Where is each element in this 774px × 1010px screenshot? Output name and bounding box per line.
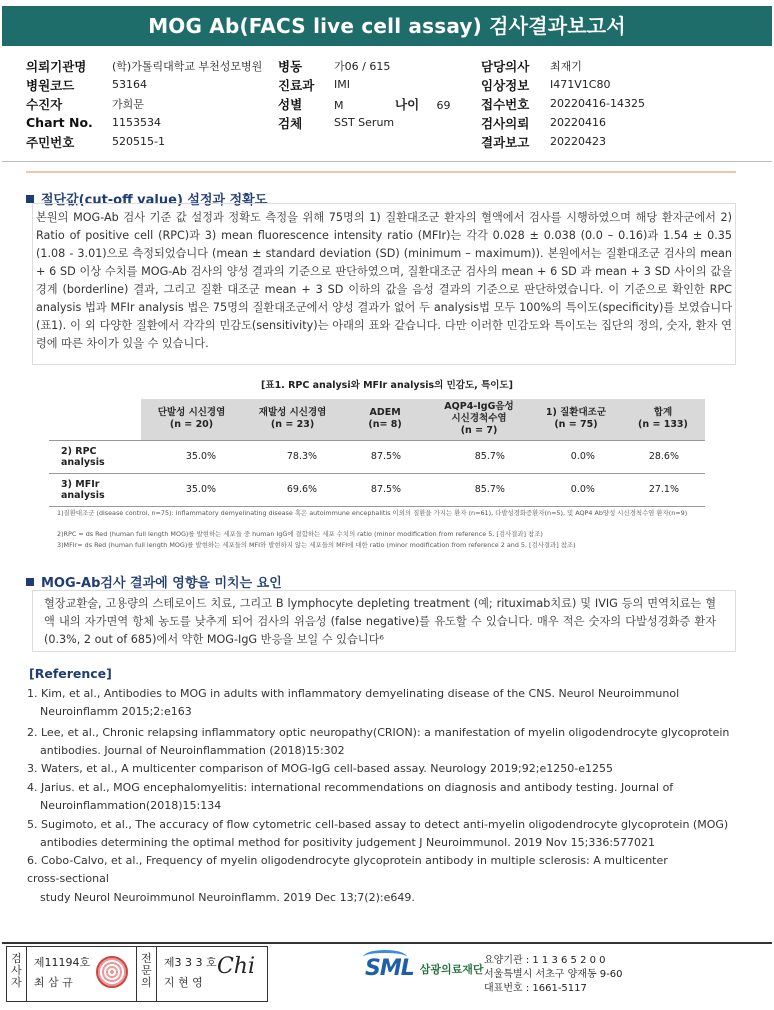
patient-info xyxy=(26,56,746,151)
sex-value: M xyxy=(334,98,344,112)
table-cell: 35.0% xyxy=(141,440,242,473)
age-label: 나이 xyxy=(395,96,420,112)
table-header: 1) 질환대조군 (n = 75) xyxy=(531,399,621,440)
table-cell: 35.0% xyxy=(141,473,242,506)
reference-line: 5. Sugimoto, et al., The accuracy of flow cytometric cell-based assay to detect anti-myelin oligodendrocyte glycoprotein (MOG) xyxy=(27,818,729,831)
section-heading xyxy=(26,572,282,591)
signature-icon: Chi xyxy=(216,954,255,979)
table-cell: 87.5% xyxy=(343,440,427,473)
table-footnote: 1)질환대조군 (disease control, n=75): inflammatory demyelinating disease 혹은 autoimmune encephalitis 이외의 질환을 가지는 환자 (n=61), 다발성경화증환자(n=5), 및 AQP4 Ab양성 시신경척수염 환자(n=9) xyxy=(57,509,688,517)
info-label: 병동 xyxy=(278,58,303,74)
info-row xyxy=(26,113,746,132)
info-value: 520515-1 xyxy=(112,135,165,148)
reference-line: 3. Waters, et al., A multicenter comparison of MOG-IgG cell-based assay. Neurology 2019;92;e1250-e1255 xyxy=(27,762,613,775)
seal-icon xyxy=(96,956,128,988)
table-cell: 78.3% xyxy=(242,440,343,473)
info-value: 가희문 xyxy=(112,97,144,111)
company-logo xyxy=(365,956,484,981)
institution-phone: 대표번호 : 1661-5117 xyxy=(484,983,587,994)
institution-address: 서울특별시 서초구 양재동 9-60 xyxy=(484,969,623,980)
signer-cell xyxy=(157,947,267,1001)
reference-line: cross-sectional xyxy=(27,872,109,885)
bullet-square-icon xyxy=(26,195,34,203)
info-label: 검사의뢰 xyxy=(481,115,530,131)
bullet-square-icon xyxy=(26,578,34,586)
section-paragraph: 본원의 MOG-Ab 검사 기준 값 설정과 정확도 측정을 위해 75명의 1) 질환대조군 환자의 혈액에서 검사를 시행하였으며 해당 환자군에서 2) Ratio of positive cell (RPC)과 3) mean fluorescence intensity ratio (MFIr)는 각각 0.028 ± 0.038 (0.0 – 0.16)과 1.54 ± 0.35 (1.08 - 3.01)으로 측정되었습니다 (mean ± standard deviation (SD) (minimum – maximum)). 본원에서는 질환대조군 검사의 mean + 6 SD 이상 수치를 MOG-Ab 검사의 양성 결과의 기준으로 판단하였으며, 질환대조군 검사의 mean + 6 SD 과 mean + 3 SD 사이의 값을 경계 (borderline) 결과, 그리고 질환 대조군 mean + 3 SD 이하의 값을 음성 결과의 기준으로 판단하였습니다. 이 기준으로 확인한 RPC analysis 법과 MFIr analysis 법은 75명의 질환대조군에서 양성 결과가 없어 두 analysis법 모두 100%의 특이도(specificity)를 보였습니다 (표1). 이 외 다양한 질환에서 각각의 민감도(sensitivity)는 아래의 표와 같습니다. 다만 이러한 민감도와 특이도는 집단의 정의, 숫자, 환자 연령에 따른 차이가 있을 수 있습니다. xyxy=(36,211,732,350)
info-value: 20220423 xyxy=(550,135,606,148)
table-row xyxy=(49,473,705,506)
sml-logo-icon: SML xyxy=(365,956,414,981)
reference-line: Neuroinflammation(2018)15:134 xyxy=(40,799,222,812)
signer-license: 제3 3 3 호 xyxy=(163,956,217,969)
reference-line: 6. Cobo-Calvo, et al., Frequency of myelin oligodendrocyte glycoprotein antibody in multiple sclerosis: A multicenter xyxy=(27,854,668,867)
info-value: 가06 / 615 xyxy=(334,59,391,73)
info-value: 20220416 xyxy=(550,116,606,129)
reference-line: antibodies. Journal of Neuroinflammation (2018)15:302 xyxy=(40,744,345,757)
info-row xyxy=(26,56,746,75)
table-cell: 27.1% xyxy=(621,473,705,506)
table-header: 재발성 시신경염 (n = 23) xyxy=(242,399,343,440)
table-header: 단발성 시신경염 (n = 20) xyxy=(141,399,242,440)
signer-name: 최 삼 규 xyxy=(33,976,73,989)
table-cell: 69.6% xyxy=(242,473,343,506)
table-footnote: 3)MFIr= ds Red (human full length MOG)를 발현하는 세포들의 MFI와 발현하지 않는 세포들의 MFI에 대한 ratio (minor modification from reference 2 and 5, [검사결과] 참조) xyxy=(57,541,576,549)
info-value: SST Serum xyxy=(334,116,395,129)
signature-box xyxy=(6,946,268,1002)
info-row xyxy=(26,75,746,94)
info-row xyxy=(26,132,746,151)
table-cell: 0.0% xyxy=(531,473,621,506)
section-heading-text: 절단값(cut-off value) 설정과 정확도 xyxy=(41,193,268,208)
info-value: 1153534 xyxy=(112,116,161,129)
table-header-blank xyxy=(49,399,141,440)
reference-line: antibodies determining the optimal method for positivity judgement J Neuroimmunol. 2019 Nov 15;336:577021 xyxy=(40,836,656,849)
divider xyxy=(26,171,736,173)
info-label: 주민번호 xyxy=(26,134,75,150)
table-cell: 28.6% xyxy=(621,440,705,473)
company-name: 삼광의료재단 xyxy=(419,962,484,976)
reference-line: 1. Kim, et al., Antibodies to MOG in adults with inflammatory demyelinating disease of the CNS. Neurol Neuroimmunol xyxy=(27,687,680,700)
institution-info xyxy=(484,954,623,996)
sensitivity-table xyxy=(49,399,705,507)
info-row xyxy=(26,94,746,113)
info-label: 결과보고 xyxy=(481,134,530,150)
info-label: 병원코드 xyxy=(26,77,75,93)
table-caption: [표1. RPC analysi와 MFIr analysis의 민감도, 특이도] xyxy=(261,380,513,391)
table-cell: 85.7% xyxy=(427,440,531,473)
reference-heading: [Reference] xyxy=(29,666,112,681)
table-cell: 85.7% xyxy=(427,473,531,506)
table-cell: 87.5% xyxy=(343,473,427,506)
row-label: 2) RPC analysis xyxy=(49,440,141,473)
divider xyxy=(2,161,772,162)
table-header: AQP4-IgG음성 시신경척수염 (n = 7) xyxy=(427,399,531,440)
signer-name: 지 현 영 xyxy=(163,976,203,989)
info-value: (학)가톨릭대학교 부천성모병원 xyxy=(112,59,263,73)
table-header: ADEM (n= 8) xyxy=(343,399,427,440)
info-value: IMI xyxy=(334,78,350,91)
row-label: 3) MFIr analysis xyxy=(49,473,141,506)
report-title: MOG Ab(FACS live cell assay) 검사결과보고서 xyxy=(2,6,772,46)
institution-code: 요양기관 : 1 1 3 6 5 2 0 0 xyxy=(484,955,606,966)
reference-line: Neuroinflamm 2015;2:e163 xyxy=(40,705,192,718)
age-value: 69 xyxy=(436,98,451,112)
info-label: 성별 xyxy=(278,96,303,112)
divider xyxy=(2,942,772,944)
table-header: 합계 (n = 133) xyxy=(621,399,705,440)
info-label: 검체 xyxy=(278,115,303,131)
info-label: 담당의사 xyxy=(481,58,530,74)
info-value xyxy=(334,95,481,113)
signer-role-label: 전 문 의 xyxy=(137,947,157,1001)
table-cell: 0.0% xyxy=(531,440,621,473)
info-label: 진료과 xyxy=(278,77,315,93)
info-value: 53164 xyxy=(112,78,147,91)
info-value: 20220416-14325 xyxy=(550,97,645,110)
info-value: I471V1C80 xyxy=(550,78,611,91)
table-row xyxy=(49,440,705,473)
section-heading-text: MOG-Ab검사 결과에 영향을 미치는 요인 xyxy=(41,576,282,591)
info-label: 의뢰기관명 xyxy=(26,58,87,74)
reference-line: 2. Lee, et al., Chronic relapsing inflammatory optic neuropathy(CRION): a manifestation of myelin oligodendrocyte glycoprotein xyxy=(27,726,730,739)
table-footnote: 2)RPC = ds Red (human full length MOG)를 발현하는 세포들 중 human IgG에 결합하는 세포 수치의 ratio (minor modification from reference 5, [검사결과] 참조) xyxy=(57,530,543,538)
reference-line: 4. Jarius. et al., MOG encephalomyelitis: international recommendations on diagnosis and antibody testing. Journal of xyxy=(27,781,674,794)
signer-license: 제11194호 xyxy=(33,956,91,969)
info-label: Chart No. xyxy=(26,115,93,130)
info-value: 최재기 xyxy=(550,59,582,73)
section-paragraph: 혈장교환술, 고용량의 스테로이드 치료, 그리고 B lymphocyte depleting treatment (예; rituximab치료) 및 IVIG 등의 면역치료는 혈액 내의 자가면역 항체 농도를 낮추게 되어 검사의 위음성 (false negative)를 유도할 수 있습니다. 매우 적은 숫자의 다발성경화증 환자 (0.3%, 2 out of 685)에서 약한 MOG-IgG 반응을 보일 수 있습니다⁶ xyxy=(44,597,716,646)
reference-line: study Neurol Neuroimmunol Neuroinflamm. 2019 Dec 13;7(2):e649. xyxy=(40,891,415,904)
info-label: 수진자 xyxy=(26,96,63,112)
signer-role-label: 검 사 자 xyxy=(7,947,27,1001)
info-label: 접수번호 xyxy=(481,96,530,112)
info-label: 임상정보 xyxy=(481,77,530,93)
signer-cell xyxy=(27,947,137,1001)
